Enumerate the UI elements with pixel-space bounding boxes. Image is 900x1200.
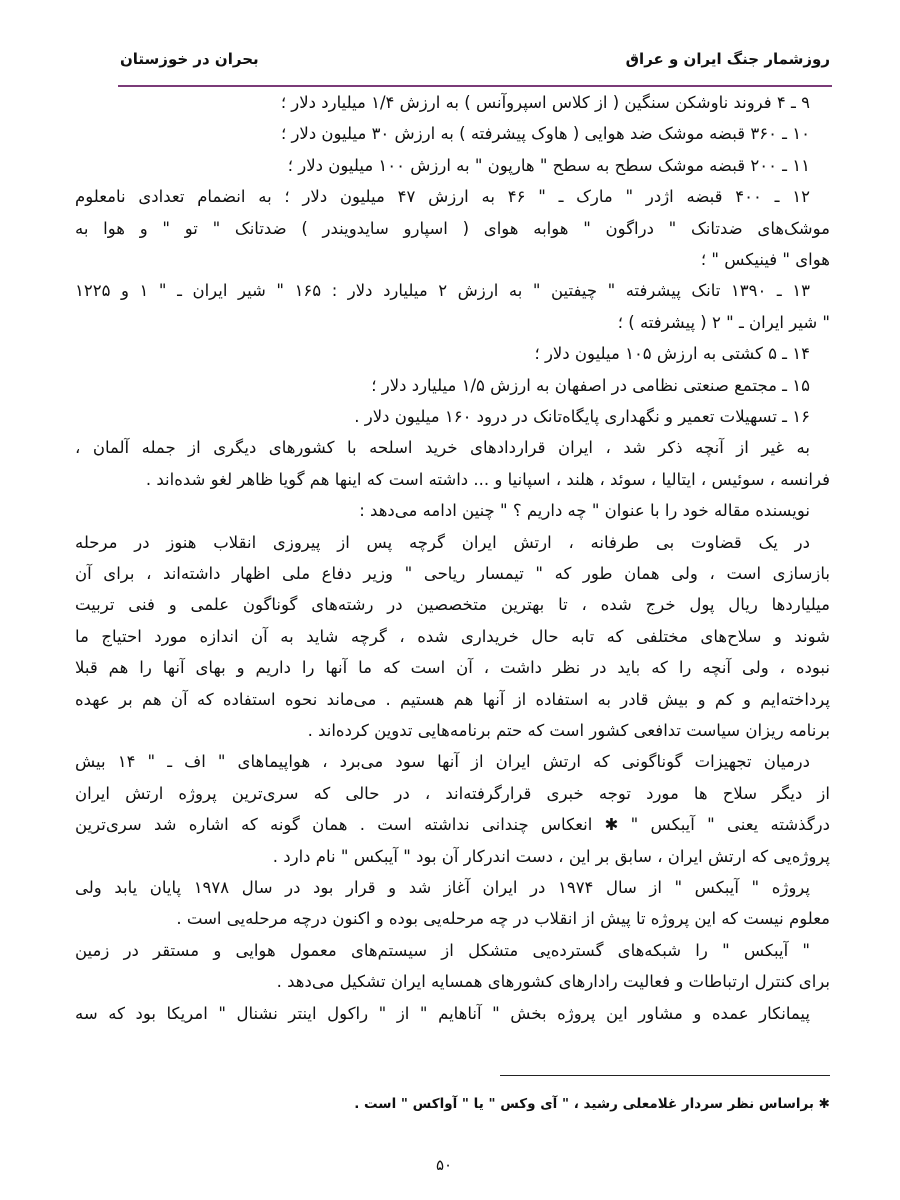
text-line: ۹ ـ ۴ فروند ناوشکن سنگین ( از کلاس اسپروآنس ) به ارزش ۱/۴ میلیارد دلار ؛ — [280, 93, 810, 112]
text-line: ۱۶ ـ تسهیلات تعمیر و نگهداری پایگاه‌تانک در درود ۱۶۰ میلیون دلار . — [354, 407, 810, 426]
text-line: درمیان تجهیزات گوناگونی که ارتش ایران از آنها سود می‌برد ، هواپیماهای " اف ـ " ۱۴ بیش — [75, 752, 810, 772]
text-line: پروژه‌یی که ارتش ایران ، سابق بر این ، دست اندرکار آن بود " آیبکس " نام دارد . — [272, 846, 830, 866]
text-line: ۱۱ ـ ۲۰۰ قبضه موشک سطح به سطح " هارپون " به ارزش ۱۰۰ میلیون دلار ؛ — [287, 155, 810, 175]
text-line: برنامه ریزان سیاست تدافعی کشور است که حتم برنامه‌هایی تدوین کرده‌اند . — [307, 721, 830, 740]
page-number: ۵۰ — [436, 1156, 453, 1174]
text-line: " شیر ایران ـ " ۲ ( پیشرفته ) ؛ — [617, 312, 830, 332]
text-line: ۱۲ ـ ۴۰۰ قبضه اژدر " مارک ـ " ۴۶ به ارزش ۴۷ میلیون دلار ؛ به انضمام تعدادی نامعلوم — [75, 187, 810, 207]
text-line: موشک‌های ضدتانک " دراگون " هوابه هوای ( اسپارو سایدویندر ) ضدتانک " تو " و هوا به — [75, 218, 830, 238]
running-header-section-title: بحران در خوزستان — [120, 50, 259, 68]
text-line: نویسنده مقاله خود را با عنوان " چه داریم ؟ " چنین ادامه می‌دهد : — [359, 501, 810, 521]
text-line: ۱۵ ـ مجتمع صنعتی نظامی در اصفهان به ارزش ۱/۵ میلیارد دلار ؛ — [371, 375, 810, 395]
running-header-book-title: روزشمار جنگ ایران و عراق — [625, 50, 830, 68]
footnote-divider — [500, 1075, 830, 1076]
header-divider — [118, 85, 832, 87]
footnote: ✱ براساس نظر سردار غلامعلی رشید ، " آی وکس " یا " آواکس " است . — [354, 1096, 830, 1112]
text-line: درگذشته یعنی " آیبکس " ✱ انعکاس چندانی نداشته است . همان گونه که اشاره شد سری‌ترین — [75, 815, 830, 835]
text-line: شوند و سلاح‌های مختلفی که تابه حال خریداری شده ، گرچه شاید به آن اندازه مورد احتیاج ما — [75, 626, 830, 646]
text-line: ۱۰ ـ ۳۶۰ قبضه موشک ضد هوایی ( هاوک پیشرفته ) به ارزش ۳۰ میلیون دلار ؛ — [280, 124, 810, 144]
text-line: برای کنترل ارتباطات و فعالیت رادارهای کشورهای همسایه ایران تشکیل می‌دهد . — [276, 972, 830, 992]
text-line: از دیگر سلاح ها مورد توجه خبری قرارگرفته‌اند ، در حالی که سری‌ترین پروژه ارتش ایران — [75, 783, 830, 803]
text-line: نبوده ، ولی آنچه را که باید در نظر داشت ، آن است که ما آنها را داریم و بهای آنها را هم قبلا — [75, 658, 830, 678]
text-line: میلیاردها ریال پول خرج شده ، تا بهترین متخصصین در رشته‌های گوناگون علمی و فنی تربیت — [75, 595, 830, 615]
text-line: فرانسه ، سوئیس ، ایتالیا ، سوئد ، هلند ، اسپانیا و ... داشته است که اینها هم گویا ظاهر لغو شده‌اند . — [145, 469, 830, 489]
text-line: پروژه " آیبکس " از سال ۱۹۷۴ در ایران آغاز شد و قرار بود در سال ۱۹۷۸ پایان یابد ولی — [75, 878, 810, 897]
text-line: هوای " فینیکس " ؛ — [700, 250, 830, 269]
text-line: پیمانکار عمده و مشاور این پروژه بخش " آناهایم " از " راکول اینتر نشنال " امریکا بود که سه — [75, 1003, 810, 1023]
text-line: به غیر از آنچه ذکر شد ، ایران قراردادهای خرید اسلحه با کشورهای دیگری از جمله آلمان ، — [75, 438, 810, 458]
text-line: ۱۳ ـ ۱۳۹۰ تانک پیشرفته " چیفتین " به ارزش ۲ میلیارد دلار : ۱۶۵ " شیر ایران ـ " ۱ و ۱۲۲۵ — [75, 281, 810, 301]
text-line: پرداخته‌ایم و کم و بیش قادر به استفاده از آنها هم هستیم . می‌ماند نحوه استفاده که آن هم بر عهده — [75, 689, 830, 709]
text-line: ۱۴ ـ ۵ کشتی به ارزش ۱۰۵ میلیون دلار ؛ — [534, 344, 810, 364]
text-line: بازسازی است ، ولی همان طور که " تیمسار ریاحی " وزیر دفاع ملی اظهار داشته‌اند ، برای آن — [75, 564, 830, 583]
text-line: در یک قضاوت بی طرفانه ، ارتش ایران گرچه پس از پیروزی انقلاب هنوز در مرحله — [75, 532, 810, 552]
text-line: " آیبکس " را شبکه‌های گسترده‌یی متشکل از سیستم‌های معمول هوایی و مستقر در زمین — [75, 940, 810, 960]
text-line: معلوم نیست که این پروژه تا پیش از انقلاب در چه مرحله‌یی بوده و اکنون درچه مرحله‌یی است . — [176, 909, 830, 929]
